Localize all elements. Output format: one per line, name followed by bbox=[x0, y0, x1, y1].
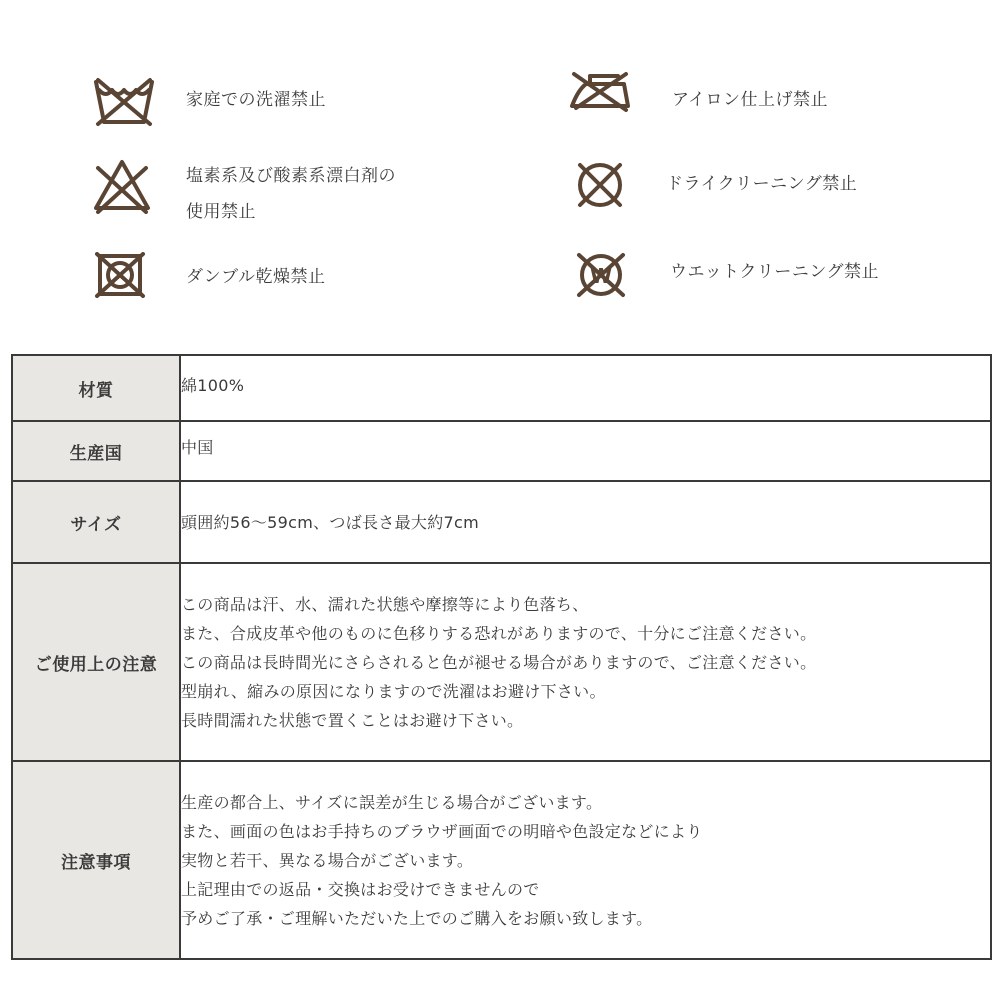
table-row bbox=[12, 421, 991, 481]
value-line: 上記理由での返品・交換はお受けできませんので bbox=[181, 879, 540, 899]
value-line: 頭囲約56～59cm、つば長さ最大約7cm bbox=[181, 512, 479, 532]
row-header-usage-notes: ご使用上の注意 bbox=[12, 563, 180, 761]
value-line: 実物と若干、異なる場合がございます。 bbox=[181, 850, 474, 870]
value-line: この商品は汗、水、濡れた状態や摩擦等により色落ち、 bbox=[181, 594, 589, 614]
table-row bbox=[12, 563, 991, 761]
table-row bbox=[12, 481, 991, 563]
care-label-no-tumble-dry bbox=[186, 259, 326, 295]
value-line: 長時間濡れた状態で置くことはお避け下さい。 bbox=[181, 710, 524, 730]
no-tumble-dry-icon bbox=[94, 252, 146, 298]
care-label-line: 家庭での洗濯禁止 bbox=[186, 90, 326, 110]
row-header-material: 材質 bbox=[12, 355, 180, 421]
row-value-usage-notes bbox=[180, 563, 991, 761]
row-value-notices bbox=[180, 761, 991, 959]
care-symbols-section bbox=[0, 0, 1000, 330]
wet-clean-letter: W bbox=[589, 264, 613, 288]
care-label-no-home-wash bbox=[186, 82, 326, 118]
care-label-no-bleach bbox=[186, 158, 396, 230]
value-line: 予めご了承・ご理解いただいた上でのご購入をお願い致します。 bbox=[181, 908, 653, 928]
care-label-line: ドライクリーニング禁止 bbox=[666, 174, 858, 194]
table-row bbox=[12, 761, 991, 959]
no-home-wash-icon bbox=[92, 76, 156, 128]
value-line: 型崩れ、縮みの原因になりますので洗濯はお避け下さい。 bbox=[181, 681, 606, 701]
table-row bbox=[12, 355, 991, 421]
product-spec-table bbox=[11, 354, 992, 960]
row-value-country bbox=[180, 421, 991, 481]
value-line: 綿100% bbox=[181, 375, 245, 395]
care-label-no-dry-clean bbox=[666, 166, 857, 202]
row-value-material bbox=[180, 355, 991, 421]
row-header-country: 生産国 bbox=[12, 421, 180, 481]
value-line: 生産の都合上、サイズに誤差が生じる場合がございます。 bbox=[181, 792, 603, 812]
value-line: また、合成皮革や他のものに色移りする恐れがありますので、十分にご注意ください。 bbox=[181, 623, 817, 643]
care-label-line: 塩素系及び酸素系漂白剤の bbox=[186, 166, 396, 186]
row-header-size: サイズ bbox=[12, 481, 180, 563]
value-line: この商品は長時間光にさらされると色が褪せる場合がありますので、ご注意ください。 bbox=[181, 652, 817, 672]
value-line: 中国 bbox=[181, 437, 214, 457]
care-label-no-iron bbox=[672, 82, 828, 118]
value-line: また、画面の色はお手持ちのブラウザ画面での明暗や色設定などにより bbox=[181, 821, 703, 841]
care-label-line: ウエットクリーニング禁止 bbox=[670, 262, 879, 282]
row-value-size bbox=[180, 481, 991, 563]
no-bleach-icon bbox=[92, 158, 152, 214]
care-label-line: 使用禁止 bbox=[186, 202, 256, 222]
care-label-line: ダンブル乾燥禁止 bbox=[186, 267, 326, 287]
no-wet-clean-icon bbox=[575, 250, 627, 300]
care-label-no-wet-clean bbox=[670, 254, 879, 290]
no-dry-clean-icon bbox=[575, 160, 625, 210]
care-label-line: アイロン仕上げ禁止 bbox=[672, 90, 828, 110]
no-iron-icon bbox=[568, 70, 632, 112]
row-header-notices: 注意事項 bbox=[12, 761, 180, 959]
